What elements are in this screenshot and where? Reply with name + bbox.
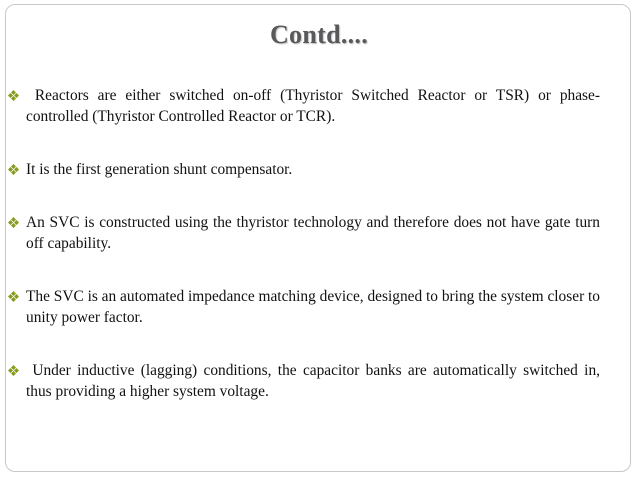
four-diamond-icon: [8, 90, 19, 101]
bullet-item: [8, 212, 600, 254]
bullet-text: Reactors are either switched on-off (Thyristor Switched Reactor or TSR) or phase-controlled (Thyristor Controlled Reactor or TCR).: [26, 87, 600, 125]
four-diamond-icon: [8, 164, 19, 175]
four-diamond-icon: [8, 291, 19, 302]
four-diamond-icon: [8, 365, 19, 376]
bullet-text: It is the first generation shunt compensator.: [26, 161, 293, 178]
bullet-item: [8, 159, 600, 180]
bullet-item: [8, 85, 600, 127]
bullet-text: The SVC is an automated impedance matching device, designed to bring the system closer to unity power factor.: [26, 288, 601, 326]
four-diamond-icon: [8, 217, 19, 228]
slide-title: Contd....: [269, 20, 369, 49]
bullet-list: [8, 85, 600, 434]
bullet-item: [8, 360, 600, 402]
bullet-text: An SVC is constructed using the thyristor technology and therefore does not have gate turn off capability.: [26, 214, 600, 252]
bullet-item: [8, 286, 600, 328]
bullet-text: Under inductive (lagging) conditions, the capacitor banks are automatically switched in, thus providing a higher system voltage.: [26, 362, 600, 400]
